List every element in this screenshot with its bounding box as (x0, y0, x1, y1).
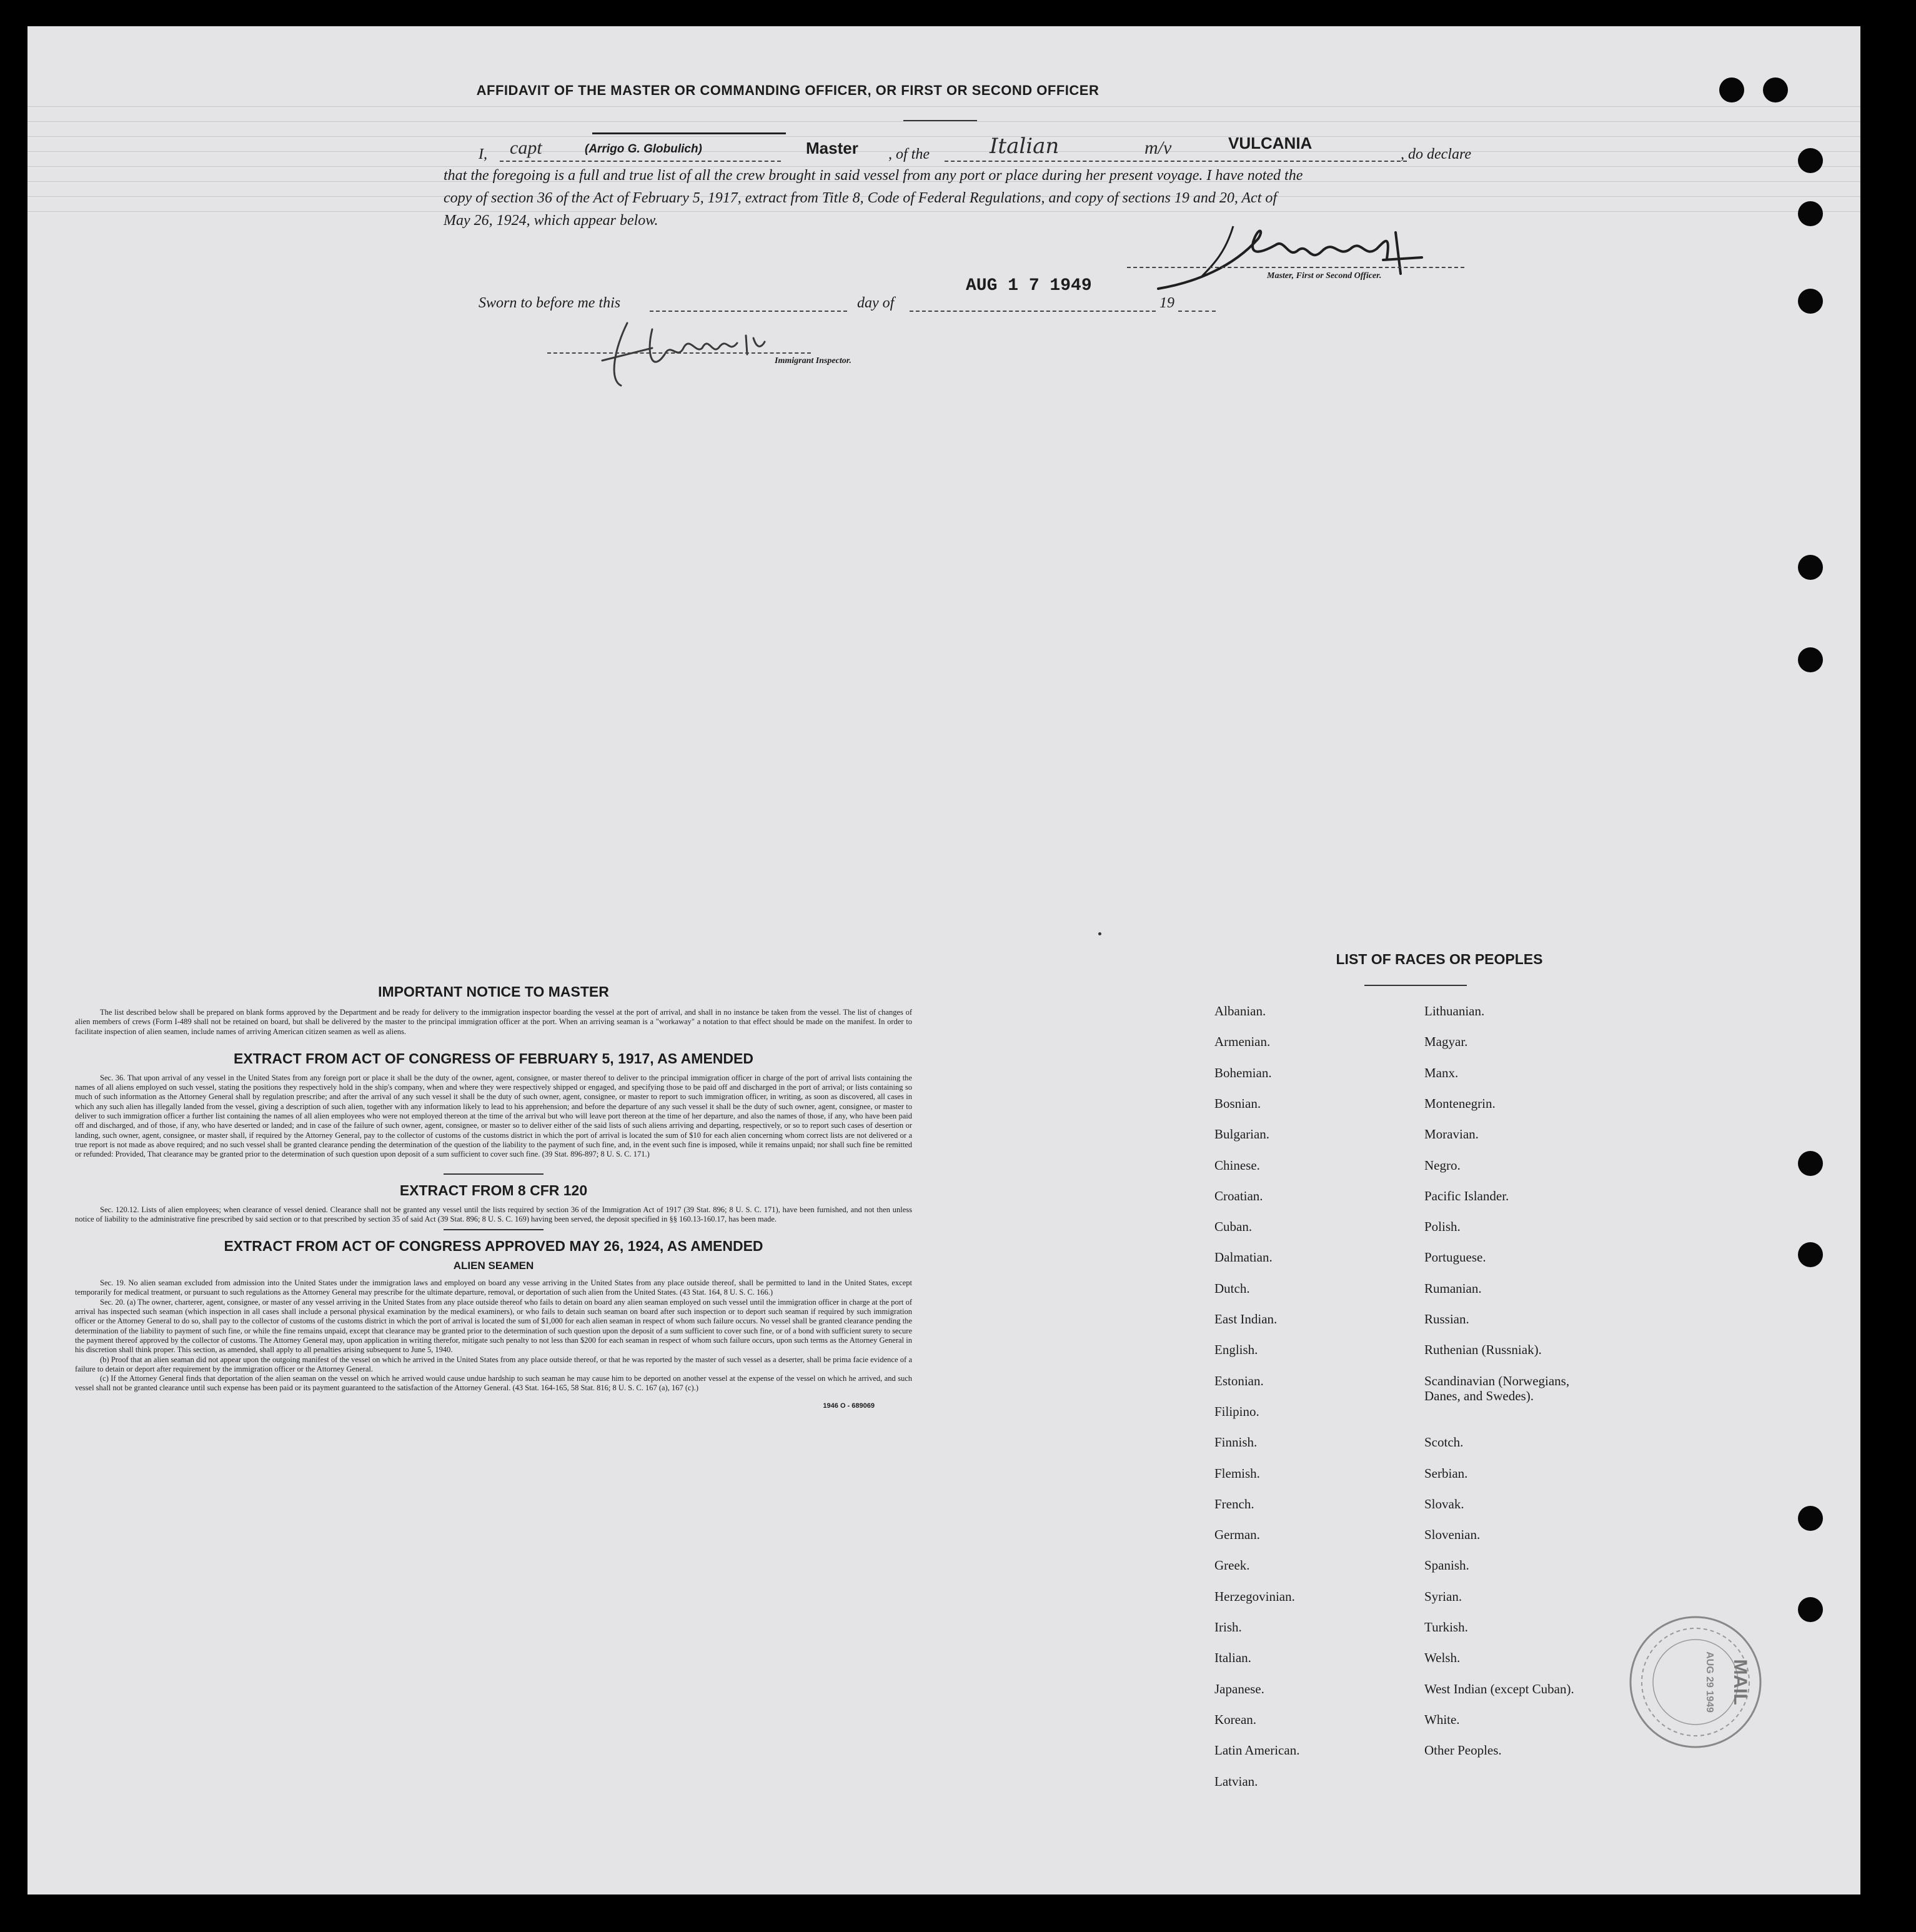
race-item: Montenegrin. (1424, 1095, 1496, 1111)
race-item: Rumanian. (1424, 1280, 1482, 1296)
signature-caption: Master, First or Second Officer. (1267, 271, 1382, 281)
title-rule (903, 120, 977, 121)
master-name-line (500, 161, 781, 162)
race-item: Spanish. (1424, 1558, 1469, 1573)
race-item: West Indian (except Cuban). (1424, 1681, 1574, 1696)
extract3-title: EXTRACT FROM ACT OF CONGRESS APPROVED MAY 26, 1924, AS AMENDED (224, 1238, 763, 1255)
nationality-handwritten: Italian (990, 134, 1060, 159)
inspector-caption: Immigrant Inspector. (775, 356, 851, 366)
section-rule (444, 1229, 544, 1230)
races-title: LIST OF RACES OR PEOPLES (1336, 951, 1543, 967)
affidavit-line2: that the foregoing is a full and true list of all the crew brought in said vessel from any port or place during her present voyage. I have noted the (444, 167, 1303, 184)
race-item: Scotch. (1424, 1435, 1464, 1450)
vessel-name: VULCANIA (1228, 134, 1313, 152)
punch-hole (1798, 1242, 1823, 1267)
notice-body: The list described below shall be prepared on blank forms approved by the Department and be ready for delivery to the immigration inspector boarding the vessel at the port of arrival, and shall in no instance be taken from the vessel. The list of changes of alien members of crews (Form I-489 shall not be retained on board, but shall be delivered by the master to the principal immigration officer at the port. When an arriving seaman is a "workaway" a notation to that effect should be made on the manifest. In order to facilitate inspection of alien seamen, include names of arriving American citizen seamen as well as aliens. (75, 1008, 912, 1036)
race-item: Russian. (1424, 1312, 1469, 1327)
ink-speck (1098, 932, 1101, 935)
race-item: Lithuanian. (1424, 1003, 1485, 1018)
race-item: Bulgarian. (1214, 1127, 1270, 1142)
race-item: Armenian. (1214, 1034, 1271, 1050)
signature-line (1127, 267, 1464, 268)
extract2-body: Sec. 120.12. Lists of alien employees; when clearance of vessel denied. Clearance shall not be granted any vessel until the lists required by section 36 of the Immigration Act of 1917 (39 Stat. 896; 8 U. S. C. 171), have been furnished, and not then unless notice of liability to the administrative fine prescribed by said section or to that prescribed by section 35 of said Act (39 Stat. 896; 8 U. S. C. 169) having been served, the deposit specified in §§ 160.13-160.17, has been made. (75, 1205, 912, 1223)
punch-hole (1798, 647, 1823, 672)
punch-hole (1798, 1506, 1823, 1531)
ruled-line (27, 106, 1860, 107)
race-item: Other Peoples. (1424, 1743, 1502, 1758)
punch-hole (1798, 1151, 1823, 1176)
race-item: Flemish. (1214, 1465, 1260, 1481)
race-item: French. (1214, 1496, 1254, 1511)
race-item: Dalmatian. (1214, 1250, 1273, 1265)
sworn-month-line (910, 311, 1156, 312)
race-item: Croatian. (1214, 1188, 1263, 1203)
date-stamp: AUG 1 7 1949 (966, 276, 1092, 296)
affidavit-line4: May 26, 1924, which appear below. (444, 212, 658, 229)
race-item: Ruthenian (Russniak). (1424, 1342, 1542, 1358)
race-item: Herzegovinian. (1214, 1588, 1295, 1604)
extract3-subtitle: ALIEN SEAMEN (453, 1260, 534, 1272)
race-item: Scandinavian (Norwegians, Danes, and Swedes). (1424, 1373, 1570, 1403)
ruled-line (27, 121, 1860, 122)
day-of-label: day of (857, 295, 895, 311)
race-item: Slovenian. (1424, 1527, 1481, 1543)
race-item: Korean. (1214, 1711, 1257, 1727)
stamp-word: MAIL (1730, 1659, 1750, 1705)
vessel-line (945, 161, 1407, 162)
punch-hole (1798, 201, 1823, 226)
punch-hole (1763, 77, 1788, 102)
notice-section (75, 983, 912, 1410)
vessel-type-handwritten: m/v (1144, 137, 1172, 158)
race-item: Moravian. (1424, 1127, 1479, 1142)
race-item: Negro. (1424, 1157, 1461, 1173)
punch-hole (1798, 289, 1823, 314)
race-item: Magyar. (1424, 1034, 1468, 1050)
ruled-line (27, 151, 1860, 152)
rank-typed: Master (806, 139, 858, 157)
section-rule (444, 1173, 544, 1175)
race-item: Portuguese. (1424, 1250, 1486, 1265)
master-name-typed: (Arrigo G. Globulich) (585, 142, 702, 156)
race-item: Irish. (1214, 1620, 1242, 1635)
inspector-signature (577, 311, 821, 392)
extract3-sec20b: (b) Proof that an alien seaman did not appear upon the outgoing manifest of the vessel on which he arrived in the United States from any place outside thereof, or that he was reported by the master of such vessel as a deserter, shall be prima facie evidence of a failure to detain or deport after requirement by the immigration officer or the Attorney General. (75, 1355, 912, 1373)
mail-received-stamp (1627, 1613, 1764, 1751)
inspector-line (547, 352, 811, 354)
race-item: Cuban. (1214, 1219, 1253, 1235)
affidavit-title: AFFIDAVIT OF THE MASTER OR COMMANDING OFFICER, OR FIRST OR SECOND OFFICER (476, 82, 1099, 98)
race-item: Chinese. (1214, 1157, 1260, 1173)
punch-hole (1719, 77, 1744, 102)
master-signature (1139, 214, 1464, 301)
race-item: Japanese. (1214, 1681, 1264, 1696)
extract3-sec20c: (c) If the Attorney General finds that deportation of the alien seaman on the vessel on which he arrived would cause undue hardship to such seaman he may cause him to be deported on another vessel at the expense of the vessel on which he arrived, and such vessel shall not be granted clearance until such expense has been paid or its payment guaranteed to the satisfaction of the Attorney General. (43 Stat. 164-165, 58 Stat. 816; 8 U. S. C. 167 (a), 167 (c).) (75, 1374, 912, 1393)
race-item: Dutch. (1214, 1280, 1250, 1296)
affidavit-i: I, (479, 146, 487, 162)
year-prefix: 19 (1159, 295, 1174, 311)
race-item: Serbian. (1424, 1465, 1468, 1481)
race-item: Filipino. (1214, 1403, 1259, 1419)
ruled-line (27, 166, 1860, 167)
race-item: Albanian. (1214, 1003, 1266, 1018)
do-declare-label: , do declare (1401, 146, 1472, 162)
stamp-date: AUG 29 1949 (1704, 1651, 1715, 1713)
affidavit-line3: copy of section 36 of the Act of February 5, 1917, extract from Title 8, Code of Federal Regulations, and copy of sections 19 and 20, Act of (444, 190, 1278, 206)
race-item: Slovak. (1424, 1496, 1464, 1511)
punch-hole (1798, 555, 1823, 580)
race-item: Bosnian. (1214, 1095, 1261, 1111)
race-item: Turkish. (1424, 1620, 1468, 1635)
race-item: Pacific Islander. (1424, 1188, 1509, 1203)
pen-stroke (592, 132, 786, 134)
print-code: 1946 O - 689069 (823, 1402, 875, 1410)
notice-title: IMPORTANT NOTICE TO MASTER (378, 983, 609, 1000)
race-item: East Indian. (1214, 1312, 1278, 1327)
extract3-sec19: Sec. 19. No alien seaman excluded from admission into the United States under the immigration laws and employed on board any vesse arriving in the United States from any place outside thereof, shall be permitted to land in the United States, except temporarily for medical treatment, or pursuant to such regulations as the Attorney General may prescribe for the ultimate departure, removal, or deportation of such alien from the United States. (43 Stat. 164, 8 U. S. C. 166.) (75, 1278, 912, 1297)
ruled-line (27, 211, 1860, 212)
extract1-title: EXTRACT FROM ACT OF CONGRESS OF FEBRUARY 5, 1917, AS AMENDED (234, 1050, 753, 1067)
races-title-rule (1364, 985, 1467, 986)
race-item: Bohemian. (1214, 1065, 1272, 1080)
race-item: Polish. (1424, 1219, 1461, 1235)
extract2-title: EXTRACT FROM 8 CFR 120 (399, 1182, 588, 1198)
race-item: German. (1214, 1527, 1260, 1543)
punch-hole (1798, 1597, 1823, 1622)
document-page (27, 26, 1860, 1895)
race-item: Manx. (1424, 1065, 1459, 1080)
race-item: Syrian. (1424, 1588, 1462, 1604)
race-item: Italian. (1214, 1650, 1251, 1666)
race-item: White. (1424, 1711, 1460, 1727)
race-item: Latin American. (1214, 1743, 1300, 1758)
punch-hole (1798, 148, 1823, 173)
race-item: Finnish. (1214, 1435, 1258, 1450)
extract3-sec20a: Sec. 20. (a) The owner, charterer, agent, consignee, or master of any vessel arriving in the United States from any place outside thereof who fails to detain on board any alien seaman employed on such vessel until the immigration officer in charge at the port of arrival has inspected such seaman (which inspection in all cases shall include a personal physical examination by the medical examiners), or who fails to detain such seaman on board after such inspection or to deport such seaman if required by such immigration officer or the Attorney General to do so, shall pay to the collector of customs of the customs district in which the port of arrival is located the sum of $1,000 for each alien seaman in respect of whom such failure occurs. No vessel shall be granted clearance pending the determination of the liability to payment of such fine, or while the fine remains unpaid, except that clearance may be granted prior to the determination of such question upon the deposit of a sum sufficient to cover such fine, or of a bond with sufficient surety to secure the payment thereof approved by the collector of customs. The Attorney General may, upon application in writing therefor, mitigate such penalty to not less than $200 for each seaman in respect of whom such failure occurs, upon such terms as the Attorney General in his discretion shall think proper. This section, as amended, shall apply to all penalties arising subsequent to June 5, 1940. (75, 1297, 912, 1355)
sworn-label: Sworn to before me this (479, 295, 621, 311)
race-item: Greek. (1214, 1558, 1250, 1573)
ruled-line (27, 136, 1860, 137)
of-the-label: , of the (888, 146, 930, 162)
race-item: Estonian. (1214, 1373, 1264, 1388)
race-item: Welsh. (1424, 1650, 1461, 1666)
extract1-body: Sec. 36. That upon arrival of any vessel in the United States from any foreign port or place it shall be the duty of the owner, agent, consignee, or master thereof to deliver to the principal immigration officer in charge of the port of arrival lists containing the names of all aliens employed on such vessel, stating the positions they respectively hold in the ship's company, when and where they were respectively shipped or engaged, and specifying those to be paid off and discharged in the port of arrival; or lists containing so much of such information as the Attorney General shall by regulation prescribe; and after the arrival of any such vessel it shall be the duty of such owner, agent, consignee, or master to report to such immigration officer, in writing, as soon as discovered, all cases in which any such alien has illegally landed from the vessel, giving a description of such alien, together with any information likely to lead to his apprehension; and before the departure of any such vessel it shall be the duty of such owner, agent, consignee, or master to deliver to such immigration officer a further list containing the names of all alien employees who were not employed thereon at the time of the arrival but who will leave port thereon at the time of her departure, and also the names of those, if any, who have been paid off and discharged, and of those, if any, who have deserted or landed; and in case of the failure of such owner, agent, consignee, or master so to deliver either of the said lists of such aliens arriving and departing, respectively, or so to report such cases of desertion or landing, such owner, agent, consignee, or master shall, if required by the Attorney General, pay to the collector of customs of the customs district in which the port of arrival is located the sum of $10 for each alien concerning whom correct lists are not delivered or a true report is not made as above required; and no such vessel shall be granted clearance pending the determination of the question of the liability to the payment of such fine, and, in the event such fine is imposed, while it remains unpaid; nor shall such fine be remitted or refunded: Provided, That clearance may be granted prior to the determination of such question upon deposit of a sum sufficient to cover such fine. (39 Stat. 896-897; 8 U. S. C. 171.) (75, 1073, 912, 1159)
year-line (1178, 311, 1216, 312)
race-item: English. (1214, 1342, 1258, 1358)
master-name-handwritten: capt (510, 137, 542, 158)
race-item: Latvian. (1214, 1773, 1258, 1789)
